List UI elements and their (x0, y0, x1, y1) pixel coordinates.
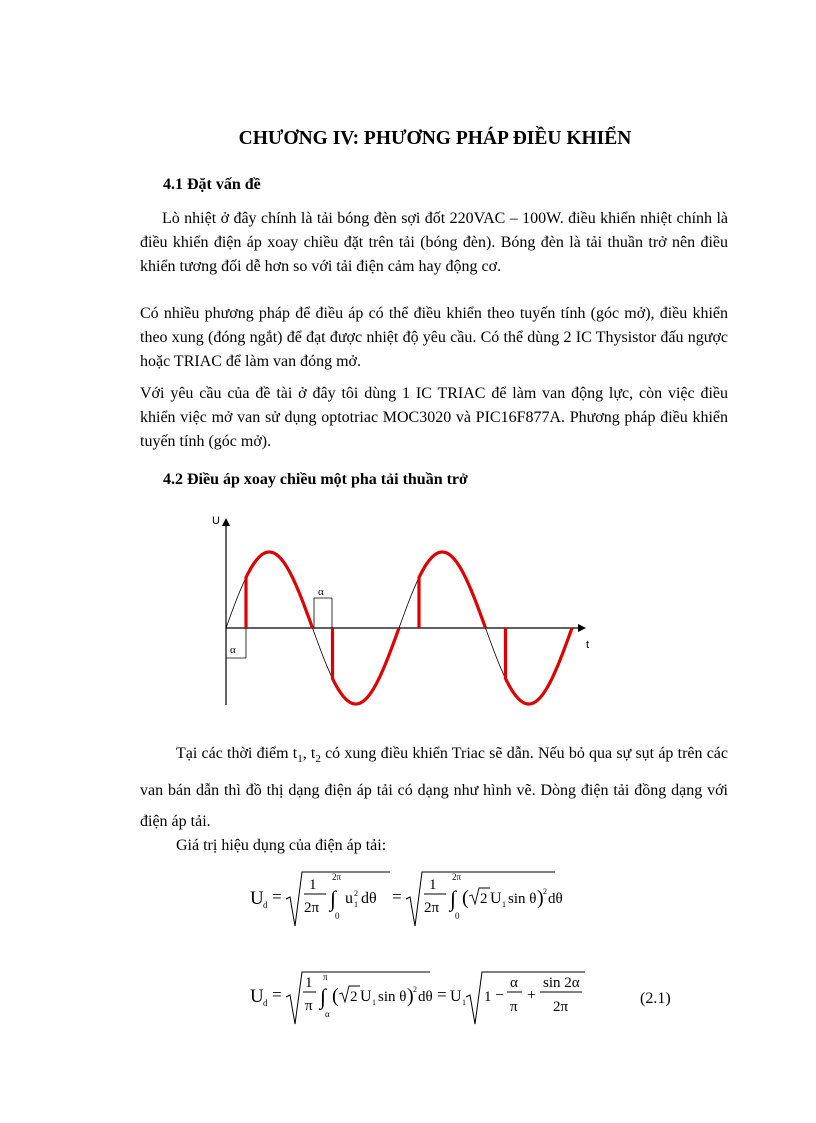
svg-text:U: U (360, 988, 372, 1005)
svg-text:d: d (263, 900, 268, 910)
svg-text:): ) (537, 887, 544, 909)
svg-text:1: 1 (429, 877, 437, 893)
svg-text:1: 1 (484, 989, 492, 1005)
svg-text:=: = (272, 985, 282, 1004)
paragraph-4: Tại các thời điểm $t_1$, $t_2$ có xung điều khiển Triac sẽ dẫn. Nếu bỏ qua sự sụt áp trên các van bán dẫn thì đồ thị dạng điện áp tải có dạng như hình vẽ. Dòng điện tải đồng dạng với điện áp tải. (140, 745, 728, 831)
svg-text:sin θ: sin θ (508, 891, 537, 907)
svg-text:1: 1 (354, 900, 358, 909)
svg-text:2: 2 (350, 989, 358, 1005)
svg-text:=: = (272, 887, 282, 906)
svg-text:α: α (510, 975, 518, 991)
svg-text:sin 2α: sin 2α (543, 975, 580, 991)
svg-text:): ) (407, 985, 414, 1007)
svg-text:2π: 2π (553, 999, 569, 1015)
svg-text:U: U (250, 986, 264, 1007)
svg-text:2π: 2π (424, 900, 440, 916)
svg-text:1: 1 (305, 975, 313, 991)
section-heading-4-1: 4.1 Đặt vấn đề (163, 176, 261, 193)
alpha-label-top: α (318, 586, 324, 598)
svg-text:−: − (495, 987, 505, 1004)
x-axis-arrow (578, 624, 586, 632)
paragraph-1: Lò nhiệt ở đây chính là tải bóng đèn sợi đốt 220VAC – 100W. điều khiển nhiệt chính là điều khiển điện áp xoay chiều đặt trên tải (bóng đèn). Bóng đèn là tải thuần trở nên điều khiển tương đối dễ hơn so với tải điện cảm hay động cơ. (140, 210, 728, 275)
svg-text:π: π (305, 998, 313, 1014)
section-heading-4-2: 4.2 Điều áp xoay chiều một pha tải thuần trở (163, 471, 468, 488)
conduction-segment-1 (246, 552, 313, 628)
svg-text:2π: 2π (304, 900, 320, 916)
svg-text:+: + (527, 987, 537, 1004)
svg-text:1: 1 (462, 998, 466, 1007)
svg-text:sin θ: sin θ (378, 989, 407, 1005)
conduction-segment-4 (506, 628, 573, 704)
voltage-waveform-figure (206, 510, 606, 710)
y-axis-label: U (212, 515, 220, 527)
conduction-segment-2 (333, 628, 400, 704)
svg-text:2π: 2π (452, 872, 462, 882)
svg-text:1: 1 (372, 998, 376, 1007)
svg-text:∫: ∫ (330, 886, 337, 911)
axes (222, 518, 586, 705)
svg-text:0: 0 (455, 911, 460, 921)
rms-equation-definition (250, 866, 563, 930)
alpha-marker-top (314, 586, 332, 628)
equation-number: (2.1) (640, 990, 671, 1007)
svg-text:=: = (437, 985, 447, 1004)
svg-text:1: 1 (309, 877, 317, 893)
x-axis-label: t (586, 639, 590, 651)
svg-text:=: = (392, 887, 402, 906)
svg-text:2: 2 (354, 889, 358, 898)
svg-text:π: π (323, 972, 328, 982)
svg-text:U: U (490, 890, 502, 907)
svg-text:∫: ∫ (450, 886, 457, 911)
chapter-title: CHƯƠNG IV: PHƯƠNG PHÁP ĐIỀU KHIỂN (238, 128, 632, 149)
svg-text:∫: ∫ (320, 984, 327, 1009)
y-axis-arrow (222, 518, 230, 526)
svg-text:d: d (263, 998, 268, 1008)
paragraph-2: Có nhiều phương pháp để điều áp có thể điều khiển theo tuyến tính (góc mở), điều khiển theo xung (đóng ngắt) để đạt được nhiệt độ yêu cầu. Có thể dùng 2 IC Thysistor đấu ngược hoặc TRIAC để làm van đóng mở. (140, 305, 728, 370)
svg-text:u: u (345, 890, 353, 907)
svg-text:U: U (250, 888, 264, 909)
paragraph-3: Với yêu cầu của đề tài ở đây tôi dùng 1 IC TRIAC để làm van động lực, còn việc điều khiển việc mở van sử dụng optotriac MOC3020 và PIC16F877A. Phương pháp điều khiển tuyến tính (góc mở). (140, 385, 728, 450)
svg-text:dθ: dθ (361, 890, 377, 907)
svg-text:2: 2 (543, 887, 547, 896)
svg-text:2: 2 (480, 891, 488, 907)
svg-text:dθ: dθ (548, 891, 563, 907)
svg-text:0: 0 (335, 911, 340, 921)
alpha-label-bottom: α (230, 644, 236, 656)
svg-text:U: U (450, 988, 462, 1005)
svg-text:α: α (325, 1009, 330, 1019)
rms-intro: Giá trị hiệu dụng của điện áp tải: (176, 837, 387, 854)
svg-text:(: ( (462, 887, 469, 909)
svg-text:2: 2 (413, 985, 417, 994)
rms-equation-result (250, 966, 590, 1030)
svg-text:π: π (510, 999, 518, 1015)
conduction-segment-3 (419, 552, 486, 628)
svg-text:1: 1 (502, 900, 506, 909)
svg-text:dθ: dθ (418, 989, 433, 1005)
svg-text:(: ( (332, 985, 339, 1007)
svg-text:2π: 2π (332, 872, 342, 882)
alpha-marker-bottom (226, 628, 246, 658)
